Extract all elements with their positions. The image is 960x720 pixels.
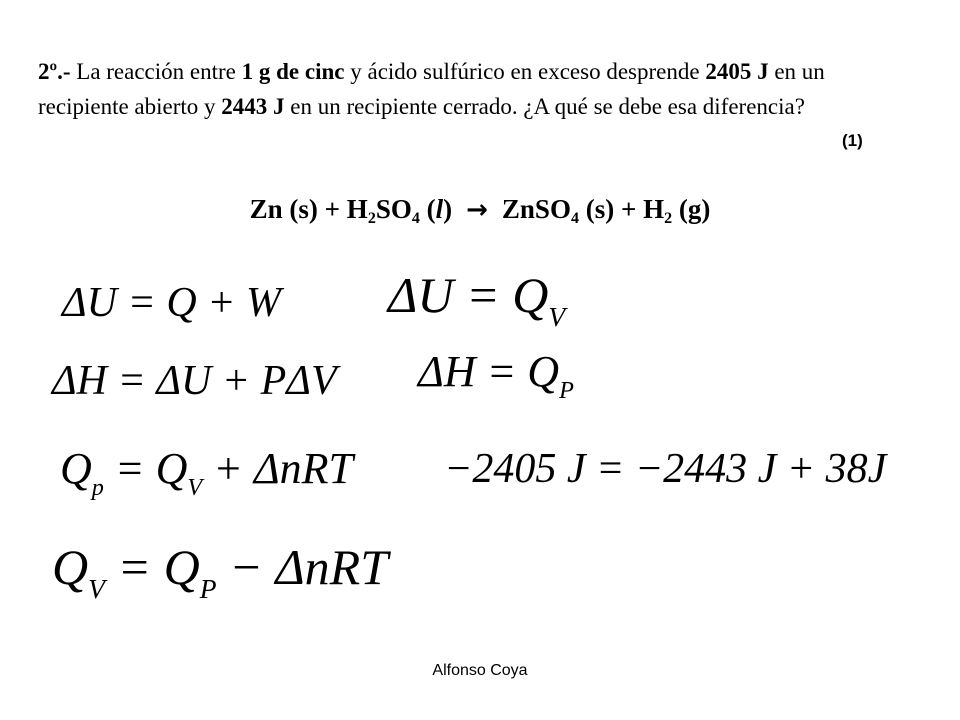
equation-qv-sub: V [548,300,566,332]
problem-bold-open-energy: 2405 J [705,59,769,84]
reaction-product-state: (s) + H [578,194,665,224]
equation-qp-sub: P [559,377,574,405]
equation-qp [418,347,574,405]
reaction-h2so4-sub-o: 4 [411,210,420,227]
problem-points: (1) [842,131,863,150]
equation-qv-qp-q: Q [52,539,89,595]
equation-qp-qv-mid: = Q [103,444,188,493]
equation-qp-qv-q: Q [60,444,92,493]
equation-qv [388,267,566,332]
equation-qp-qv-sub2: V [187,474,203,502]
equation-numeric-text: −2405 J = −2443 J + 38J [444,446,887,492]
problem-bold-mass: 1 g de cinc [241,59,345,84]
equation-qp-lhs: ΔH = Q [418,347,560,396]
equation-first-law [62,282,281,324]
equation-qp-qv [60,444,353,502]
equation-first-law-text: ΔU = Q + W [62,280,281,326]
problem-statement [38,55,888,124]
equation-numeric [444,448,886,490]
problem-number: 2º.- [38,59,71,84]
reaction-znso4-sub: 4 [570,210,579,227]
reaction-h2-state: (g) [672,194,711,224]
problem-text-1: La reacción entre [70,59,242,84]
equation-enthalpy [52,360,337,402]
chemical-reaction [0,194,960,225]
equation-qv-lhs: ΔU = Q [388,267,549,323]
problem-text-3: en un recipiente abierto y [38,59,825,119]
equation-qv-qp [52,539,389,604]
footer-author: Alfonso Coya [432,662,528,679]
reaction-open-paren: ( [419,194,436,224]
equation-qp-qv-sub1: p [91,474,104,502]
equation-qp-qv-rest: + ΔnRT [202,444,353,493]
problem-text-2: y ácido sulfúrico en exceso desprende [344,59,706,84]
equation-enthalpy-text: ΔH = ΔU + PΔV [52,358,337,404]
reaction-product-znso4: ZnSO [501,194,571,224]
equation-qv-qp-rest: − ΔnRT [216,539,389,595]
reaction-h2so4-sub-h: 2 [367,210,376,227]
reaction-state-liquid: l [435,194,444,224]
equation-qv-qp-sub1: V [88,572,105,604]
reaction-h2-sub: 2 [664,210,673,227]
problem-bold-closed-energy: 2443 J [221,93,285,119]
reaction-close-paren: ) [443,194,453,224]
reaction-h2so4-so: SO [375,194,412,224]
equation-qv-qp-sub2: P [199,572,217,604]
reaction-arrow-icon: → [466,195,488,225]
equation-qv-qp-mid: = Q [104,539,200,595]
reaction-reactant-zn: Zn (s) + H [249,194,368,224]
problem-text-4: en un recipiente cerrado. ¿A qué se debe esa diferencia? [284,93,805,119]
